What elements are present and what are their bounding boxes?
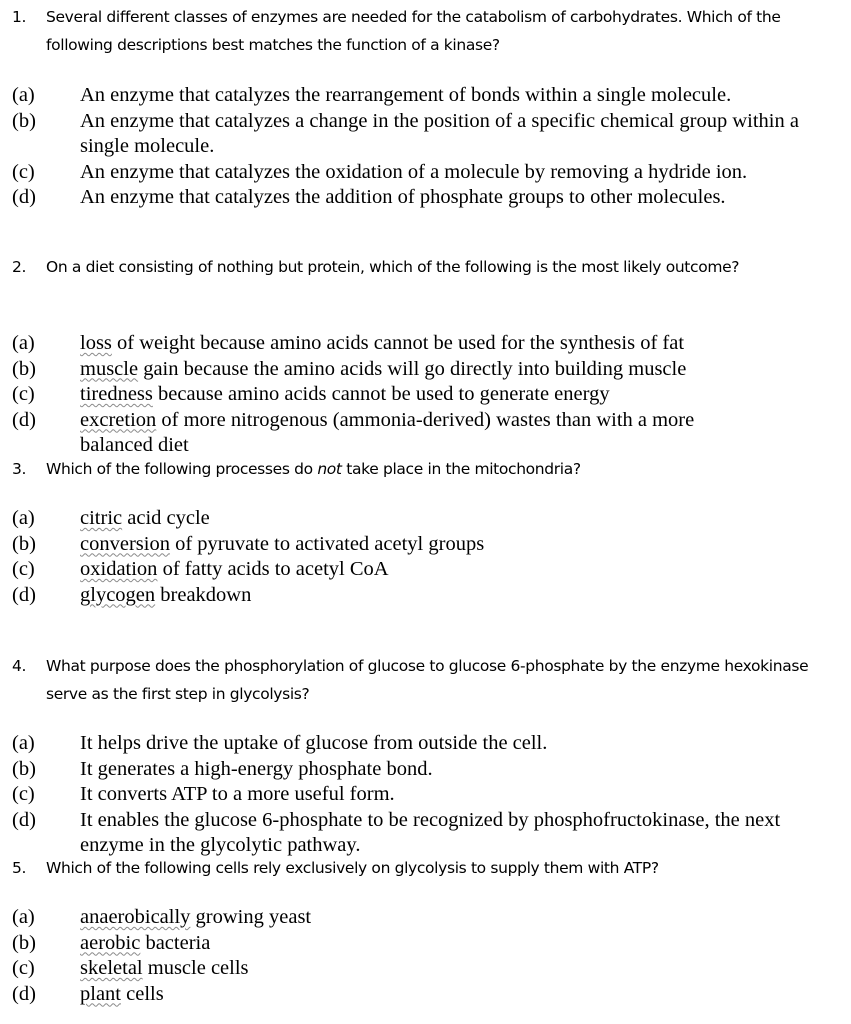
- option-c: [12, 956, 832, 982]
- option-text: [80, 583, 832, 609]
- option-text: An enzyme that catalyzes the rearrangement of bonds within a single molecule.: [80, 84, 732, 106]
- option-text: It enables the glucose 6-phosphate to be recognized by phosphofructokinase, the next enzyme in the glycolytic pathway.: [80, 808, 781, 856]
- question-3-options: [12, 506, 832, 608]
- option-letter: (b): [12, 109, 36, 132]
- question-5: [12, 854, 832, 882]
- option-c: [12, 557, 832, 583]
- question-number: 5.: [12, 859, 27, 877]
- option-letter: (d): [12, 808, 36, 831]
- question-emphasis: not: [317, 460, 342, 478]
- question-1: [12, 3, 832, 59]
- option-rest: breakdown: [155, 583, 252, 606]
- question-text: On a diet consisting of nothing but protein, which of the following is the most likely outcome?: [46, 258, 740, 276]
- option-letter: (b): [12, 931, 36, 954]
- spellcheck-word: aerobic: [80, 931, 141, 954]
- question-text: [46, 455, 832, 483]
- question-text: What purpose does the phosphorylation of glucose to glucose 6-phosphate by the enzyme hexokinase serve as the first step in glycolysis?: [46, 657, 809, 703]
- option-letter: (c): [12, 783, 35, 805]
- question-text: Several different classes of enzymes are needed for the catabolism of carbohydrates. Which of the following descriptions best matches the function of a kinase?: [46, 8, 781, 54]
- option-text: It generates a high-energy phosphate bond.: [80, 757, 433, 780]
- spellcheck-word: glycogen: [80, 583, 156, 606]
- question-text: Which of the following cells rely exclusively on glycolysis to supply them with ATP?: [46, 859, 659, 877]
- option-d: [12, 583, 832, 609]
- spellcheck-word: loss: [80, 332, 112, 354]
- option-text: [80, 408, 832, 459]
- option-text: [80, 956, 832, 982]
- option-rest: gain because the amino acids will go directly into building muscle: [138, 357, 687, 380]
- option-letter: (b): [12, 357, 36, 380]
- option-rest: acid cycle: [122, 507, 210, 529]
- option-text: An enzyme that catalyzes the oxidation of a molecule by removing a hydride ion.: [80, 160, 748, 183]
- option-text: An enzyme that catalyzes a change in the position of a specific chemical group within a single molecule.: [80, 109, 799, 157]
- option-rest: because amino acids cannot be used to generate energy: [152, 383, 610, 405]
- option-letter: (c): [12, 558, 35, 580]
- option-text: [80, 905, 832, 931]
- option-c: [12, 782, 832, 808]
- spellcheck-word: conversion: [80, 532, 170, 555]
- option-b: [12, 931, 832, 957]
- option-d: [12, 408, 832, 459]
- option-b: [12, 532, 832, 558]
- option-letter: (a): [12, 332, 35, 354]
- question-1-options: [12, 83, 832, 211]
- question-text-after: take place in the mitochondria?: [341, 460, 581, 478]
- question-number: 2.: [12, 258, 27, 276]
- option-a: [12, 731, 832, 757]
- option-rest: of more nitrogenous (ammonia-derived) wastes than with a more balanced diet: [80, 408, 695, 456]
- option-rest: of pyruvate to activated acetyl groups: [169, 532, 485, 555]
- option-a: [12, 905, 832, 931]
- option-letter: (d): [12, 982, 36, 1005]
- spellcheck-word: excretion: [80, 408, 157, 431]
- spellcheck-word: citric: [80, 507, 123, 529]
- option-letter: (b): [12, 532, 36, 555]
- spellcheck-word: skeletal: [80, 957, 143, 979]
- option-letter: (a): [12, 507, 35, 529]
- question-number: 4.: [12, 657, 27, 675]
- question-4-options: [12, 731, 832, 859]
- option-d: [12, 808, 832, 859]
- option-a: [12, 331, 832, 357]
- question-2-options: [12, 331, 832, 459]
- option-text: It converts ATP to a more useful form.: [80, 783, 395, 805]
- option-rest: growing yeast: [190, 906, 312, 928]
- option-text: [80, 357, 832, 383]
- question-number: 1.: [12, 8, 27, 26]
- option-text: An enzyme that catalyzes the addition of phosphate groups to other molecules.: [80, 186, 726, 208]
- spellcheck-word: oxidation: [80, 558, 158, 580]
- option-text: [80, 557, 832, 583]
- option-a: [12, 83, 832, 109]
- question-2: [12, 253, 832, 281]
- option-rest: of weight because amino acids cannot be used for the synthesis of fat: [111, 332, 685, 354]
- option-b: [12, 757, 832, 783]
- option-text: It helps drive the uptake of glucose from outside the cell.: [80, 732, 548, 754]
- option-b: [12, 109, 832, 160]
- option-letter: (b): [12, 757, 36, 780]
- option-text: [80, 982, 832, 1008]
- option-letter: (c): [12, 383, 35, 405]
- option-letter: (a): [12, 84, 35, 106]
- option-text: [80, 931, 832, 957]
- option-rest: bacteria: [140, 931, 211, 954]
- spellcheck-word: tiredness: [80, 383, 153, 405]
- option-d: [12, 982, 832, 1008]
- option-c: [12, 160, 832, 186]
- option-letter: (d): [12, 408, 36, 431]
- option-letter: (c): [12, 160, 35, 183]
- question-5-options: [12, 905, 832, 1007]
- option-text: [80, 331, 832, 357]
- option-text: [80, 382, 832, 408]
- option-letter: (d): [12, 583, 36, 606]
- option-letter: (a): [12, 906, 35, 928]
- question-text-before: Which of the following processes do: [46, 460, 318, 478]
- option-rest: of fatty acids to acetyl CoA: [157, 558, 389, 580]
- option-letter: (d): [12, 186, 36, 208]
- option-d: [12, 185, 832, 211]
- option-rest: muscle cells: [142, 957, 249, 979]
- option-b: [12, 357, 832, 383]
- question-number: 3.: [12, 460, 27, 478]
- option-a: [12, 506, 832, 532]
- option-letter: (a): [12, 732, 35, 754]
- spellcheck-word: muscle: [80, 357, 139, 380]
- question-3: [12, 455, 832, 483]
- question-4: [12, 652, 832, 708]
- option-text: [80, 532, 832, 558]
- spellcheck-word: anaerobically: [80, 906, 191, 928]
- option-c: [12, 382, 832, 408]
- option-letter: (c): [12, 957, 35, 979]
- option-rest: cells: [121, 982, 164, 1005]
- spellcheck-word: plant: [80, 982, 121, 1005]
- option-text: [80, 506, 832, 532]
